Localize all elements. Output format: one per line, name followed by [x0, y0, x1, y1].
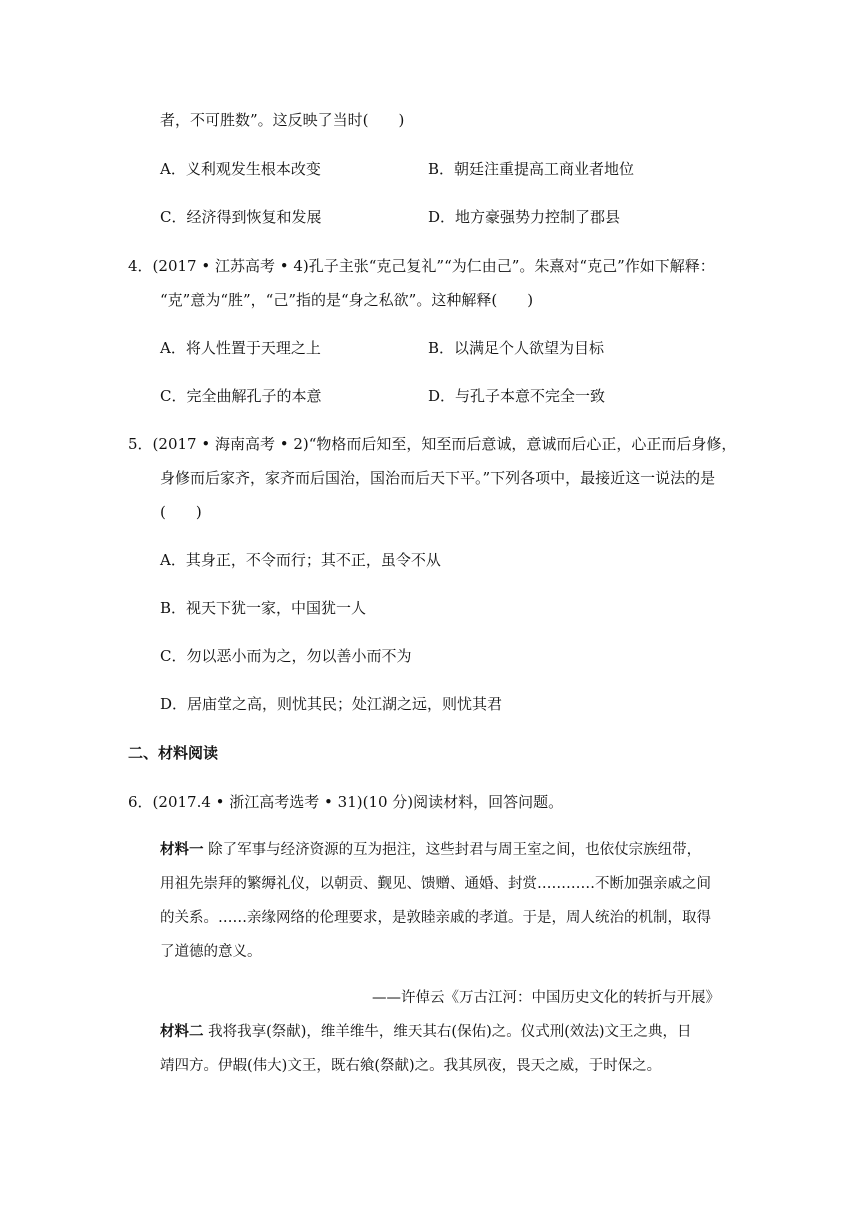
q5-stem-line3: ( ) [160, 503, 202, 521]
material-1-label: 材料一 [160, 841, 204, 858]
q4-option-d: D．与孔子本意不完全一致 [428, 387, 606, 405]
q5-stem-line1: 5．(2017 • 海南高考 • 2)“物格而后知至，知至而后意诚，意诚而后心正，心正而后身修， [128, 435, 737, 453]
q3-option-d: D．地方豪强势力控制了郡县 [428, 208, 621, 226]
section-title: 二、材料阅读 [128, 744, 219, 762]
q3-option-b: B．朝廷注重提高工商业者地位 [428, 160, 635, 178]
q4-option-c: C．完全曲解孔子的本意 [160, 387, 322, 405]
material-1-line1 [160, 840, 701, 860]
q4-stem-line2: “克”意为“胜”，“己”指的是“身之私欲”。这种解释( ) [160, 291, 534, 309]
q5-option-c: C．勿以恶小而为之，勿以善小而不为 [160, 647, 412, 665]
material-2-line1 [160, 1022, 692, 1042]
q3-option-a: A．义利观发生根本改变 [160, 160, 321, 178]
material-2-line2: 靖四方。伊嘏(伟大)文王，既右飨(祭献)之。我其夙夜，畏天之威，于时保之。 [160, 1058, 662, 1074]
q5-option-a: A．其身正，不令而行；其不正，虽令不从 [160, 551, 441, 569]
material-1-line3: 的关系。……亲缘网络的伦理要求，是敦睦亲戚的孝道。于是，周人统治的机制，取得 [160, 910, 711, 926]
q5-stem-line2: 身修而后家齐，家齐而后国治，国治而后天下平。”下列各项中，最接近这一说法的是 [160, 469, 716, 487]
q3-stem-tail: 者，不可胜数”。这反映了当时( ) [160, 111, 405, 129]
material-1-line4: 了道德的意义。 [160, 944, 262, 960]
material-1-source: ——许倬云《万古江河：中国历史文化的转折与开展》 [372, 990, 720, 1006]
material-2-text-1: 我将我享(祭献)，维羊维牛，维天其右(保佑)之。仪式刑(效法)文王之典，日 [203, 1024, 692, 1040]
q4-option-a: A．将人性置于天理之上 [160, 339, 321, 357]
material-2-label: 材料二 [160, 1023, 204, 1040]
q6-stem: 6．(2017.4 • 浙江高考选考 • 31)(10 分)阅读材料，回答问题。 [128, 793, 564, 811]
q3-option-c: C．经济得到恢复和发展 [160, 208, 322, 226]
q4-option-b: B．以满足个人欲望为目标 [428, 339, 605, 357]
q4-stem-line1: 4．(2017 • 江苏高考 • 4)孔子主张“克己复礼”“为仁由己”。朱熹对“克己”作如下解释： [128, 257, 715, 275]
material-1-line2: 用祖先崇拜的繁缛礼仪，以朝贡、觐见、馈赠、通婚、封赏…………不断加强亲戚之间 [160, 876, 711, 892]
q5-option-b: B．视天下犹一家，中国犹一人 [160, 599, 367, 617]
material-1-text-1: 除了军事与经济资源的互为挹注，这些封君与周王室之间，也依仗宗族纽带， [203, 842, 702, 858]
q5-option-d: D．居庙堂之高，则忧其民；处江湖之远，则忧其君 [160, 695, 503, 713]
